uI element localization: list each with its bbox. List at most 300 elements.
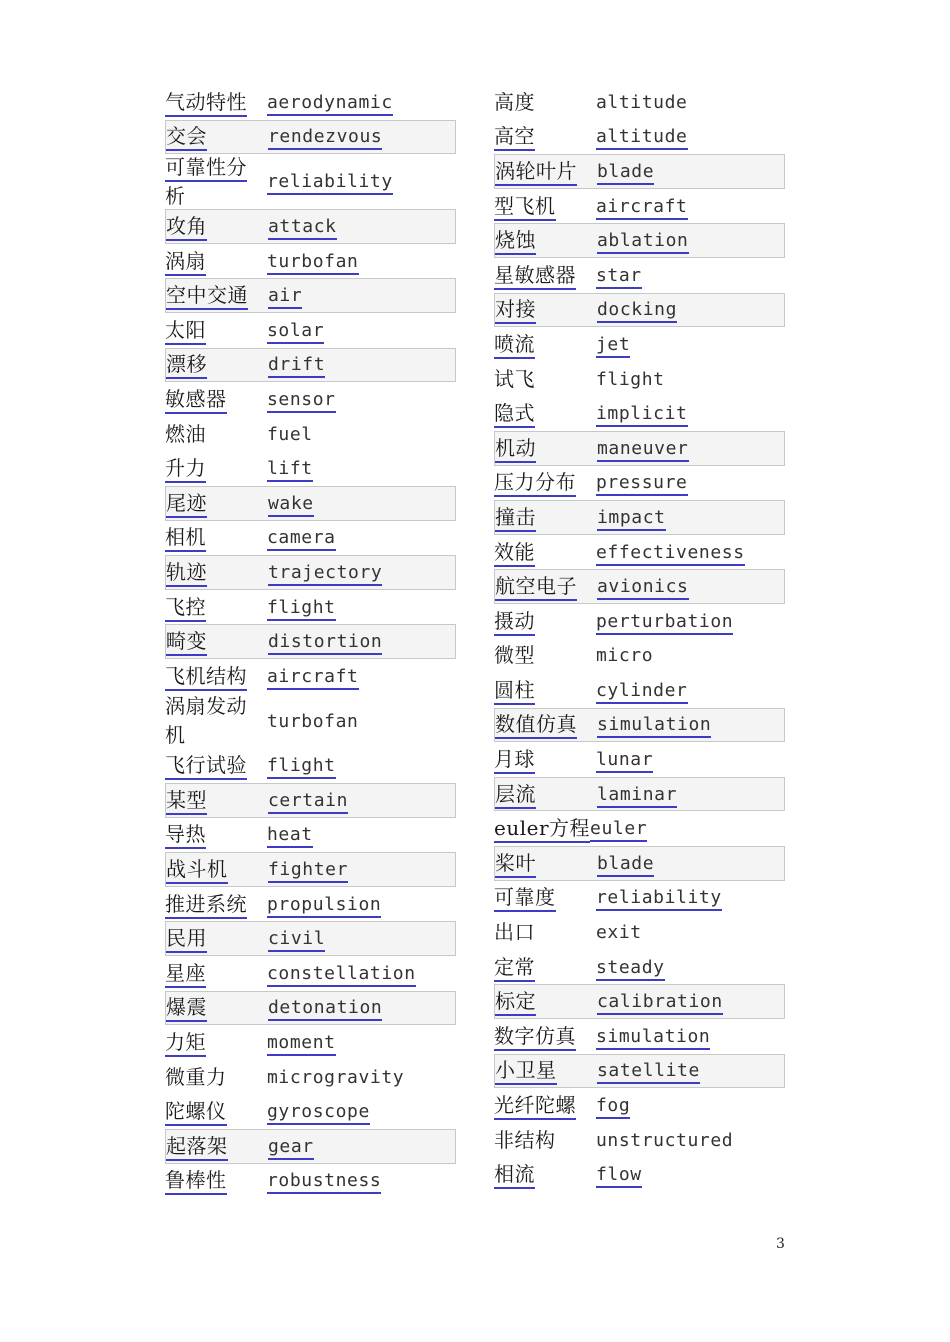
english-term[interactable] <box>268 126 455 147</box>
glossary-row <box>494 604 785 639</box>
chinese-term-text: 高度 <box>494 89 535 114</box>
chinese-term-text[interactable]: 喷流 <box>494 332 535 359</box>
glossary-row <box>494 639 785 674</box>
english-term[interactable] <box>267 320 456 341</box>
chinese-term-text[interactable]: 烧蚀 <box>495 228 536 255</box>
english-term-text[interactable]: attack <box>268 216 337 240</box>
chinese-term[interactable] <box>165 88 267 117</box>
chinese-term[interactable] <box>166 627 268 656</box>
english-term-text[interactable]: altitude <box>596 126 688 150</box>
english-term-text[interactable]: calibration <box>597 991 723 1015</box>
chinese-term-text[interactable]: 涡轮叶片 <box>495 159 577 186</box>
chinese-term[interactable] <box>165 454 267 483</box>
glossary-row <box>165 555 456 590</box>
chinese-term[interactable] <box>494 1091 596 1120</box>
english-term <box>267 424 456 445</box>
chinese-term <box>165 692 267 750</box>
chinese-term-text: 出口 <box>494 920 535 945</box>
chinese-term[interactable] <box>165 1028 267 1057</box>
english-term-text[interactable]: rendezvous <box>268 126 382 150</box>
chinese-term-text[interactable]: 空中交通 <box>166 283 248 310</box>
glossary-row <box>494 846 785 881</box>
english-term[interactable] <box>597 507 784 528</box>
english-term[interactable] <box>268 354 455 375</box>
glossary-row <box>165 209 456 244</box>
chinese-term[interactable] <box>495 157 597 186</box>
english-term-text[interactable]: satellite <box>597 1060 700 1084</box>
glossary-row <box>494 120 785 155</box>
english-term[interactable] <box>596 1026 785 1047</box>
chinese-term[interactable] <box>165 593 267 622</box>
english-term-text[interactable]: propulsion <box>267 894 381 918</box>
english-term-text[interactable]: maneuver <box>597 438 689 462</box>
glossary-row <box>494 396 785 431</box>
chinese-term-text[interactable]: 圆柱 <box>494 678 535 705</box>
english-term-text[interactable]: blade <box>597 853 654 877</box>
english-term[interactable] <box>597 230 784 251</box>
glossary-row <box>165 694 456 749</box>
glossary-row <box>494 777 785 812</box>
chinese-term-text[interactable]: 推进系统 <box>165 892 247 919</box>
chinese-term-text[interactable]: 相流 <box>494 1162 535 1189</box>
english-term[interactable] <box>268 790 455 811</box>
chinese-term-text[interactable]: 陀螺仪 <box>165 1099 227 1126</box>
english-term[interactable] <box>268 997 455 1018</box>
english-term-text[interactable]: gear <box>268 1136 314 1160</box>
chinese-term-text[interactable]: 型飞机 <box>494 194 556 221</box>
english-term[interactable] <box>267 92 456 113</box>
chinese-term[interactable] <box>494 883 596 912</box>
chinese-term-text: 微型 <box>494 643 535 668</box>
english-term[interactable] <box>268 859 455 880</box>
chinese-term-text[interactable]: 太阳 <box>165 318 206 345</box>
chinese-term[interactable] <box>166 558 268 587</box>
english-term-text[interactable]: flow <box>596 1164 642 1188</box>
english-term-text[interactable]: euler <box>590 818 647 842</box>
english-term[interactable] <box>267 1032 456 1053</box>
english-term-text[interactable]: solar <box>267 320 324 344</box>
english-term <box>596 1130 785 1151</box>
english-term[interactable] <box>267 171 456 192</box>
english-term-text[interactable]: constellation <box>267 963 416 987</box>
english-term <box>596 922 785 943</box>
english-term-text[interactable]: gyroscope <box>267 1101 370 1125</box>
chinese-term-text[interactable]: 导热 <box>165 822 206 849</box>
english-term-text[interactable]: sensor <box>267 389 336 413</box>
chinese-term[interactable] <box>494 538 596 567</box>
glossary-row <box>165 590 456 625</box>
english-term[interactable] <box>596 196 785 217</box>
english-term <box>596 645 785 666</box>
english-term-text[interactable]: steady <box>596 957 665 981</box>
english-term[interactable] <box>597 576 784 597</box>
chinese-term[interactable] <box>494 814 590 843</box>
chinese-term-text[interactable]: 涡扇 <box>165 249 206 276</box>
glossary-row <box>165 154 456 209</box>
english-term-text[interactable]: fighter <box>268 859 348 883</box>
chinese-term <box>165 1063 267 1092</box>
glossary-row <box>165 818 456 853</box>
chinese-term-text[interactable]: 航空电子 <box>495 574 577 601</box>
glossary-row <box>494 915 785 950</box>
english-term-text[interactable]: effectiveness <box>596 542 745 566</box>
glossary-row <box>165 417 456 452</box>
english-term[interactable] <box>597 1060 784 1081</box>
chinese-term-text[interactable]: 月球 <box>494 747 535 774</box>
glossary-row <box>165 244 456 279</box>
chinese-term <box>494 365 596 394</box>
english-term[interactable] <box>596 472 785 493</box>
chinese-term[interactable] <box>494 468 596 497</box>
chinese-term-text[interactable]: 爆震 <box>166 995 207 1022</box>
english-term-text[interactable]: moment <box>267 1032 336 1056</box>
english-term[interactable] <box>597 438 784 459</box>
left-glossary-column <box>165 85 456 1198</box>
chinese-term-text[interactable]: 标定 <box>495 989 536 1016</box>
chinese-term-text[interactable]: 攻角 <box>166 214 207 241</box>
glossary-row <box>494 535 785 570</box>
english-term[interactable] <box>267 1170 456 1191</box>
chinese-term-text[interactable]: 小卫星 <box>495 1058 557 1085</box>
glossary-row <box>165 348 456 383</box>
glossary-row <box>494 742 785 777</box>
english-term-text[interactable]: civil <box>268 928 325 952</box>
english-term-text[interactable]: perturbation <box>596 611 733 635</box>
chinese-term[interactable] <box>494 953 596 982</box>
glossary-row <box>165 1129 456 1164</box>
glossary-row <box>494 984 785 1019</box>
chinese-term[interactable] <box>165 385 267 414</box>
chinese-term[interactable] <box>166 786 268 815</box>
chinese-term[interactable] <box>165 1097 267 1126</box>
english-term-text[interactable]: distortion <box>268 631 382 655</box>
english-term[interactable] <box>597 853 784 874</box>
english-term[interactable] <box>268 285 455 306</box>
right-glossary-column <box>494 85 785 1192</box>
glossary-row <box>494 362 785 397</box>
chinese-term-text: 微重力 <box>165 1064 227 1089</box>
english-term-text[interactable]: drift <box>268 354 325 378</box>
english-term-text[interactable]: pressure <box>596 472 688 496</box>
chinese-term[interactable] <box>495 849 597 878</box>
chinese-term-text[interactable]: 飞行试验 <box>165 753 247 780</box>
glossary-row <box>165 991 456 1026</box>
english-term[interactable] <box>268 631 455 652</box>
chinese-term[interactable] <box>494 122 596 151</box>
english-term[interactable] <box>596 887 785 908</box>
chinese-term[interactable] <box>165 523 267 552</box>
chinese-term-text[interactable]: 敏感器 <box>165 387 227 414</box>
chinese-term-text[interactable]: 数字仿真 <box>494 1024 576 1051</box>
english-term[interactable] <box>596 749 785 770</box>
chinese-term[interactable] <box>165 959 267 988</box>
glossary-row <box>165 1164 456 1199</box>
glossary-row <box>165 887 456 922</box>
glossary-row <box>165 852 456 887</box>
glossary-row <box>165 921 456 956</box>
english-term-text[interactable]: heat <box>267 824 313 848</box>
chinese-term-text[interactable]: 桨叶 <box>495 851 536 878</box>
chinese-term[interactable] <box>165 316 267 345</box>
chinese-term-text[interactable]: 层流 <box>495 782 536 809</box>
chinese-term[interactable] <box>494 261 596 290</box>
chinese-term-text[interactable]: 数值仿真 <box>495 712 577 739</box>
english-term-text[interactable]: flight <box>267 597 336 621</box>
chinese-term[interactable] <box>166 489 268 518</box>
glossary-row <box>165 956 456 991</box>
glossary-row <box>165 749 456 784</box>
chinese-term-text[interactable]: 高空 <box>494 124 535 151</box>
chinese-term-text[interactable]: 飞控 <box>165 595 206 622</box>
chinese-term-text[interactable]: 轨迹 <box>166 560 207 587</box>
glossary-row <box>165 783 456 818</box>
english-term[interactable] <box>597 299 784 320</box>
english-term-text[interactable]: reliability <box>596 887 722 911</box>
chinese-term-text[interactable]: 尾迹 <box>166 491 207 518</box>
english-term-text[interactable]: blade <box>597 161 654 185</box>
chinese-term-text[interactable]: 相机 <box>165 525 206 552</box>
english-term[interactable] <box>596 1164 785 1185</box>
chinese-term[interactable] <box>166 350 268 379</box>
chinese-term-text[interactable]: 力矩 <box>165 1030 206 1057</box>
english-term[interactable] <box>267 251 456 272</box>
chinese-term[interactable] <box>495 295 597 324</box>
english-term[interactable] <box>596 1095 785 1116</box>
chinese-term[interactable] <box>166 1132 268 1161</box>
glossary-row <box>494 258 785 293</box>
glossary-row <box>494 1123 785 1158</box>
chinese-term[interactable] <box>495 987 597 1016</box>
english-term-text[interactable]: air <box>268 285 302 309</box>
chinese-term[interactable] <box>494 330 596 359</box>
chinese-term[interactable] <box>495 710 597 739</box>
chinese-term[interactable] <box>495 1056 597 1085</box>
chinese-term[interactable] <box>494 745 596 774</box>
english-term[interactable] <box>267 963 456 984</box>
english-term[interactable] <box>267 666 456 687</box>
english-term[interactable] <box>596 957 785 978</box>
chinese-term-text[interactable]: 气动特性 <box>165 90 247 117</box>
chinese-term-text[interactable]: 漂移 <box>166 352 207 379</box>
english-term[interactable] <box>267 824 456 845</box>
english-term[interactable] <box>268 928 455 949</box>
glossary-row <box>494 189 785 224</box>
english-term-text[interactable]: fog <box>596 1095 630 1119</box>
glossary-row <box>165 278 456 313</box>
english-term-text[interactable]: robustness <box>267 1170 381 1194</box>
chinese-term[interactable] <box>166 122 268 151</box>
chinese-term-text[interactable]: 撞击 <box>495 505 536 532</box>
chinese-term[interactable] <box>166 212 268 241</box>
chinese-term[interactable] <box>165 1166 267 1195</box>
chinese-term-text[interactable]: 隐式 <box>494 401 535 428</box>
chinese-term[interactable] <box>494 1160 596 1189</box>
english-term-text[interactable]: wake <box>268 493 314 517</box>
english-term[interactable] <box>267 755 456 776</box>
english-term[interactable] <box>596 680 785 701</box>
english-term[interactable] <box>267 527 456 548</box>
glossary-row <box>494 1157 785 1192</box>
glossary-row <box>494 950 785 985</box>
chinese-term-text[interactable]: 鲁棒性 <box>165 1168 227 1195</box>
glossary-row <box>165 624 456 659</box>
english-term-text[interactable]: aircraft <box>596 196 688 220</box>
glossary-row <box>165 120 456 155</box>
chinese-term-text[interactable]: 飞机结构 <box>165 664 247 691</box>
chinese-term[interactable] <box>165 153 267 211</box>
english-term[interactable] <box>597 161 784 182</box>
chinese-term[interactable] <box>495 434 597 463</box>
english-term-text[interactable]: avionics <box>597 576 689 600</box>
glossary-row <box>494 1019 785 1054</box>
chinese-term[interactable] <box>165 890 267 919</box>
glossary-row <box>165 1060 456 1095</box>
chinese-term-text[interactable]: 可靠度 <box>494 885 556 912</box>
chinese-term <box>494 1126 596 1155</box>
glossary-row <box>494 1088 785 1123</box>
chinese-term[interactable] <box>495 780 597 809</box>
chinese-term-text: 非结构 <box>494 1127 556 1152</box>
chinese-term[interactable] <box>494 399 596 428</box>
chinese-term-text[interactable]: 对接 <box>495 297 536 324</box>
chinese-term-text[interactable]: 起落架 <box>166 1134 228 1161</box>
chinese-term[interactable] <box>494 192 596 221</box>
english-term-text: flight <box>596 368 665 390</box>
english-term-text[interactable]: implicit <box>596 403 688 427</box>
english-term[interactable] <box>267 894 456 915</box>
chinese-term[interactable] <box>166 924 268 953</box>
chinese-term-text: 试飞 <box>494 366 535 391</box>
chinese-term-text[interactable]: 光纤陀螺 <box>494 1093 576 1120</box>
english-term[interactable] <box>268 562 455 583</box>
chinese-term[interactable] <box>165 662 267 691</box>
english-term-text: altitude <box>596 91 688 113</box>
english-term[interactable] <box>596 334 785 355</box>
chinese-term-text[interactable]: 星敏感器 <box>494 263 576 290</box>
chinese-term <box>494 918 596 947</box>
chinese-term-text[interactable]: 压力分布 <box>494 470 576 497</box>
chinese-term-text[interactable]: 战斗机 <box>166 857 228 884</box>
chinese-term-text[interactable]: 机动 <box>495 436 536 463</box>
english-term[interactable] <box>267 597 456 618</box>
chinese-term[interactable] <box>166 993 268 1022</box>
chinese-term[interactable] <box>495 503 597 532</box>
chinese-term[interactable] <box>166 281 268 310</box>
english-term-text[interactable]: simulation <box>596 1026 710 1050</box>
english-term-text[interactable]: reliability <box>267 171 393 195</box>
english-term <box>596 92 785 113</box>
english-term-text[interactable]: trajectory <box>268 562 382 586</box>
glossary-row <box>494 500 785 535</box>
english-term[interactable] <box>596 126 785 147</box>
chinese-term-text[interactable]: 交会 <box>166 124 207 151</box>
english-term-text[interactable]: ablation <box>597 230 689 254</box>
chinese-term-text: 涡扇发动机 <box>165 694 247 747</box>
english-term[interactable] <box>596 265 785 286</box>
english-term-text: micro <box>596 645 654 667</box>
glossary-row <box>165 85 456 120</box>
chinese-term-text[interactable]: 效能 <box>494 540 535 567</box>
chinese-term[interactable] <box>495 572 597 601</box>
glossary-row <box>494 431 785 466</box>
glossary-row <box>494 223 785 258</box>
chinese-term-text: 燃油 <box>165 421 206 446</box>
chinese-term-text[interactable]: 可靠性分析 <box>165 155 247 211</box>
english-term[interactable] <box>597 991 784 1012</box>
english-term-text[interactable]: simulation <box>597 714 711 738</box>
english-term-text[interactable]: certain <box>268 790 348 814</box>
english-term[interactable] <box>267 1101 456 1122</box>
chinese-term[interactable] <box>494 607 596 636</box>
english-term-text[interactable]: flight <box>267 755 336 779</box>
chinese-term-text[interactable]: 畸变 <box>166 629 207 656</box>
english-term-text[interactable]: lunar <box>596 749 653 773</box>
chinese-term-text[interactable]: 民用 <box>166 926 207 953</box>
chinese-term[interactable] <box>494 676 596 705</box>
chinese-term[interactable] <box>494 1022 596 1051</box>
english-term-text[interactable]: docking <box>597 299 677 323</box>
chinese-term-text[interactable]: 星座 <box>165 961 206 988</box>
english-term[interactable] <box>268 493 455 514</box>
english-term[interactable] <box>268 1136 455 1157</box>
english-term[interactable] <box>597 714 784 735</box>
english-term-text[interactable]: turbofan <box>267 251 359 275</box>
chinese-term-text[interactable]: 某型 <box>166 788 207 815</box>
english-term-text[interactable]: cylinder <box>596 680 688 704</box>
chinese-term[interactable] <box>165 751 267 780</box>
english-term-text[interactable]: lift <box>267 458 313 482</box>
english-term-text: microgravity <box>267 1066 405 1088</box>
english-term[interactable] <box>596 611 785 632</box>
english-term-text[interactable]: laminar <box>597 784 677 808</box>
english-term-text[interactable]: impact <box>597 507 666 531</box>
glossary-row <box>494 466 785 501</box>
glossary-row <box>165 659 456 694</box>
english-term[interactable] <box>267 389 456 410</box>
english-term-text: fuel <box>267 423 313 445</box>
chinese-term-text[interactable]: 摄动 <box>494 609 535 636</box>
glossary-row <box>165 1094 456 1129</box>
chinese-term[interactable] <box>495 226 597 255</box>
english-term[interactable] <box>268 216 455 237</box>
chinese-term-text[interactable]: euler方程 <box>494 816 590 843</box>
english-term[interactable] <box>590 818 647 839</box>
english-term-text[interactable]: aircraft <box>267 666 359 690</box>
english-term-text[interactable]: jet <box>596 334 630 358</box>
chinese-term[interactable] <box>165 247 267 276</box>
chinese-term[interactable] <box>166 855 268 884</box>
glossary-row <box>165 313 456 348</box>
english-term[interactable] <box>596 403 785 424</box>
english-term-text[interactable]: star <box>596 265 642 289</box>
english-term[interactable] <box>267 458 456 479</box>
english-term-text[interactable]: aerodynamic <box>267 92 393 116</box>
english-term-text[interactable]: detonation <box>268 997 382 1021</box>
chinese-term[interactable] <box>165 820 267 849</box>
chinese-term-text[interactable]: 定常 <box>494 955 535 982</box>
glossary-row <box>165 382 456 417</box>
chinese-term-text[interactable]: 升力 <box>165 456 206 483</box>
english-term-text[interactable]: camera <box>267 527 336 551</box>
glossary-row <box>494 569 785 604</box>
english-term[interactable] <box>597 784 784 805</box>
glossary-row <box>494 85 785 120</box>
glossary-row <box>494 293 785 328</box>
english-term-text: unstructured <box>596 1129 734 1151</box>
english-term[interactable] <box>596 542 785 563</box>
glossary-row <box>494 154 785 189</box>
english-term-text: turbofan <box>267 710 359 732</box>
